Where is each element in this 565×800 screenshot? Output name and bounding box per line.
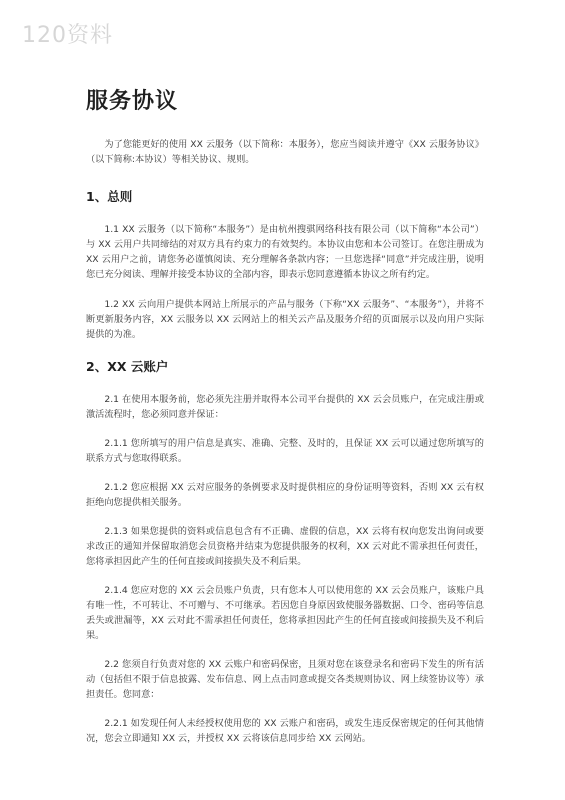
paragraph-2-1-1: 2.1.1 您所填写的用户信息是真实、准确、完整、及时的，且保证 XX 云可以通过您所填写的联系方式与您取得联系。	[86, 438, 484, 464]
section-account	[86, 357, 484, 746]
document-title: 服务协议	[86, 89, 179, 114]
paragraph-1-1: 1.1 XX 云服务（以下简称“本服务”）是由杭州搜骐网络科技有限公司（以下简称“本公司”）与 XX 云用户共同缔结的对双方具有约束力的有效契约。本协议由您和本公司签订。在您注册成为 XX 云用户之前，请您务必谨慎阅读、充分理解各条款内容；一旦您选择“同意”并完成注册，说明您已充分阅读、理解并接受本协议的全部内容，即表示您同意遵循本协议之所有约定。	[86, 224, 484, 280]
section-heading: 1、总则	[86, 189, 133, 204]
section-general	[86, 187, 484, 342]
paragraph-2-1-4: 2.1.4 您应对您的 XX 云会员账户负责，只有您本人可以使用您的 XX 云会员账户，该账户具有唯一性，不可转让、不可赠与、不可继承。若因您自身原因致使服务器数据、口令、密码等信息丢失或泄漏等，XX 云对此不需承担任何责任，您将承担因此产生的任何直接或间接损失及不利后果。	[86, 585, 484, 641]
paragraph-2-2: 2.2 您须自行负责对您的 XX 云账户和密码保密，且须对您在该登录名和密码下发生的所有活动（包括但不限于信息披露、发布信息、网上点击同意或提交各类规则协议、网上续签协议等）承担责任。您同意：	[86, 659, 484, 700]
paragraph-2-1: 2.1 在使用本服务前，您必须先注册并取得本公司平台提供的 XX 云会员账户，在完成注册或激活流程时，您必须同意并保证：	[86, 394, 484, 420]
watermark: 120资料	[22, 23, 113, 48]
section-heading: 2、XX 云账户	[86, 359, 169, 374]
document	[86, 84, 484, 760]
paragraph-2-1-2: 2.1.2 您应根据 XX 云对应服务的条例要求及时提供相应的身份证明等资料，否则 XX 云有权拒绝向您提供相关服务。	[86, 482, 484, 508]
intro-paragraph: 为了您能更好的使用 XX 云服务（以下简称：本服务），您应当阅读并遵守《XX 云服务协议》（以下简称:本协议）等相关协议、规则。	[86, 139, 484, 165]
paragraph-2-1-3: 2.1.3 如果您提供的资料或信息包含有不正确、虚假的信息，XX 云将有权向您发出询问或要求改正的通知并保留取消您会员资格并结束为您提供服务的权利，XX 云对此不需承担任何责任，您将承担因此产生的任何直接或间接损失及不利后果。	[86, 526, 484, 567]
paragraph-2-2-1: 2.2.1 如发现任何人未经授权使用您的 XX 云账户和密码，或发生违反保密规定的任何其他情况，您会立即通知 XX 云，并授权 XX 云将该信息同步给 XX 云网站。	[86, 718, 484, 744]
paragraph-1-2: 1.2 XX 云向用户提供本网站上所展示的产品与服务（下称“XX 云服务”、“本服务”），并将不断更新服务内容，XX 云服务以 XX 云网站上的相关云产品及服务介绍的页面展示以及向用户实际提供的为准。	[86, 299, 484, 340]
